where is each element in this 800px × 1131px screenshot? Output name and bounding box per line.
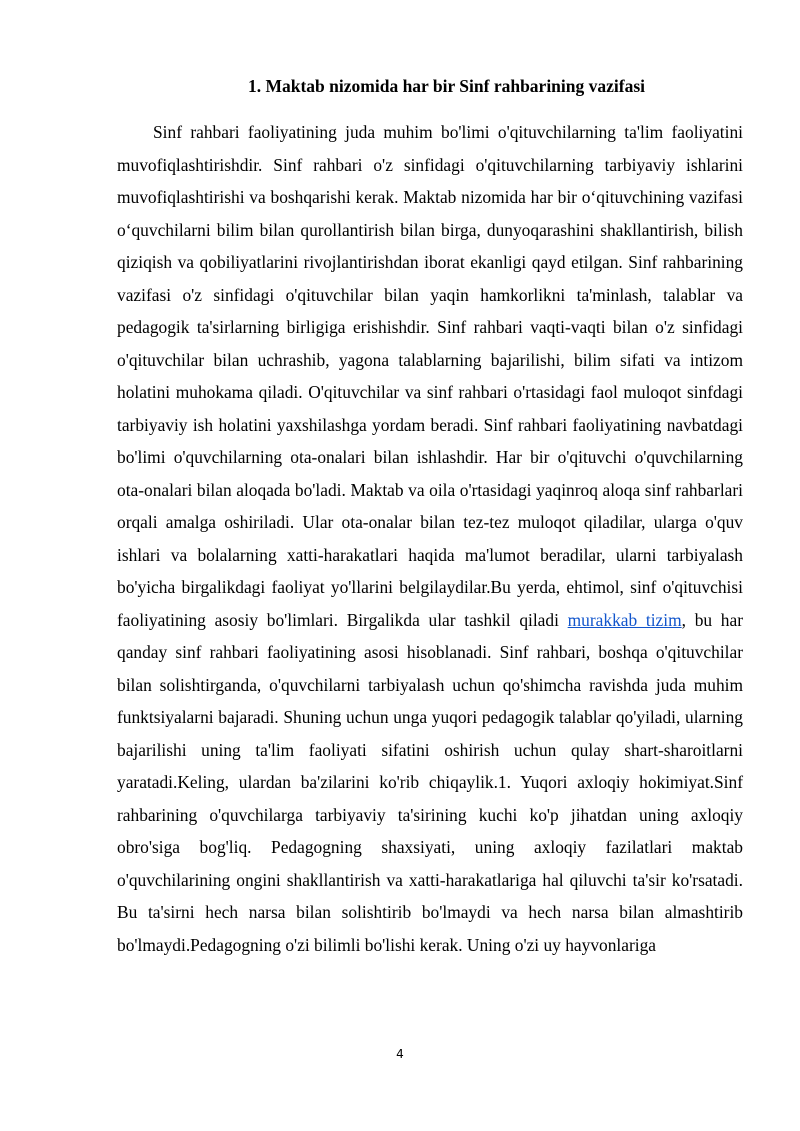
body-paragraph [117, 116, 743, 961]
section-heading: 1. Maktab nizomida har bir Sinf rahbarining vazifasi [247, 76, 646, 96]
paragraph-text-after-link: , bu har qanday sinf rahbari faoliyatining asosi hisoblanadi. Sinf rahbari, boshqa o'qituvchilar bilan solishtirganda, o'quvchilarni tarbiyalash uchun qo'shimcha ravishda juda muhim funktsiyalarni bajaradi. Shuning uchun unga yuqori pedagogik talablar qo'yiladi, ularning bajarilishi uning ta'lim faoliyati sifatini oshirish uchun qulay shart-sharoitlarni yaratadi.Keling, ulardan ba'zilarini ko'rib chiqaylik.1. Yuqori axloqiy hokimiyat.Sinf rahbarining o'quvchilarga tarbiyaviy ta'sirining kuchi ko'p jihatdan uning axloqiy obro'siga bog'liq. Pedagogning shaxsiyati, uning axloqiy fazilatlari maktab o'quvchilarining ongini shakllantirish va xatti-harakatlariga hal qiluvchi ta'sir ko'rsatadi. Bu ta'sirni hech narsa bilan solishtirib bo'lmaydi va hech narsa bilan almashtirib bo'lmaydi.Pedagogning o'zi bilimli bo'lishi kerak. Uning o'zi uy hayvonlariga [117, 609, 743, 955]
page-number: 4 [396, 1047, 404, 1061]
murakkab-tizim-link[interactable]: murakkab tizim [567, 609, 682, 630]
paragraph-text-before-link: Sinf rahbari faoliyatining juda muhim bo'limi o'qituvchilarning ta'lim faoliyatini muvofiqlashtirishdir. Sinf rahbari o'z sinfidagi o'qituvchilarning tarbiyaviy ishlarini muvofiqlashtirishi va boshqarishi kerak. Maktab nizomida har bir o‘qituvchining vazifasi o‘quvchilarni bilim bilan qurollantirish bilan birga, dunyoqarashini shakllantirish, bilish qiziqish va qobiliyatlarini rivojlantirishdan iborat ekanligi qayd etilgan. Sinf rahbarining vazifasi o'z sinfidagi o'qituvchilar bilan yaqin hamkorlikni ta'minlash, talablar va pedagogik ta'sirlarning birligiga erishishdir. Sinf rahbari vaqti-vaqti bilan o'z sinfidagi o'qituvchilar bilan uchrashib, yagona talablarning bajarilishi, bilim sifati va intizom holatini muhokama qiladi. O'qituvchilar va sinf rahbari o'rtasidagi faol muloqot sinfdagi tarbiyaviy ish holatini yaxshilashga yordam beradi. Sinf rahbari faoliyatining navbatdagi bo'limi o'quvchilarning ota-onalari bilan ishlashdir. Har bir o'qituvchi o'quvchilarning ota-onalari bilan aloqada bo'ladi. Maktab va oila o'rtasidagi yaqinroq aloqa sinf rahbarlari orqali amalga oshiriladi. Ular ota-onalar bilan tez-tez muloqot qiladilar, ularga o'quv ishlari va bolalarning xatti-harakatlari haqida ma'lumot beradilar, ularni tarbiyalash bo'yicha birgalikdagi faoliyat yo'llarini belgilaydilar.Bu yerda, ehtimol, sinf o'qituvchisi faoliyatining asosiy bo'limlari. Birgalikda ular tashkil qiladi [117, 122, 743, 630]
